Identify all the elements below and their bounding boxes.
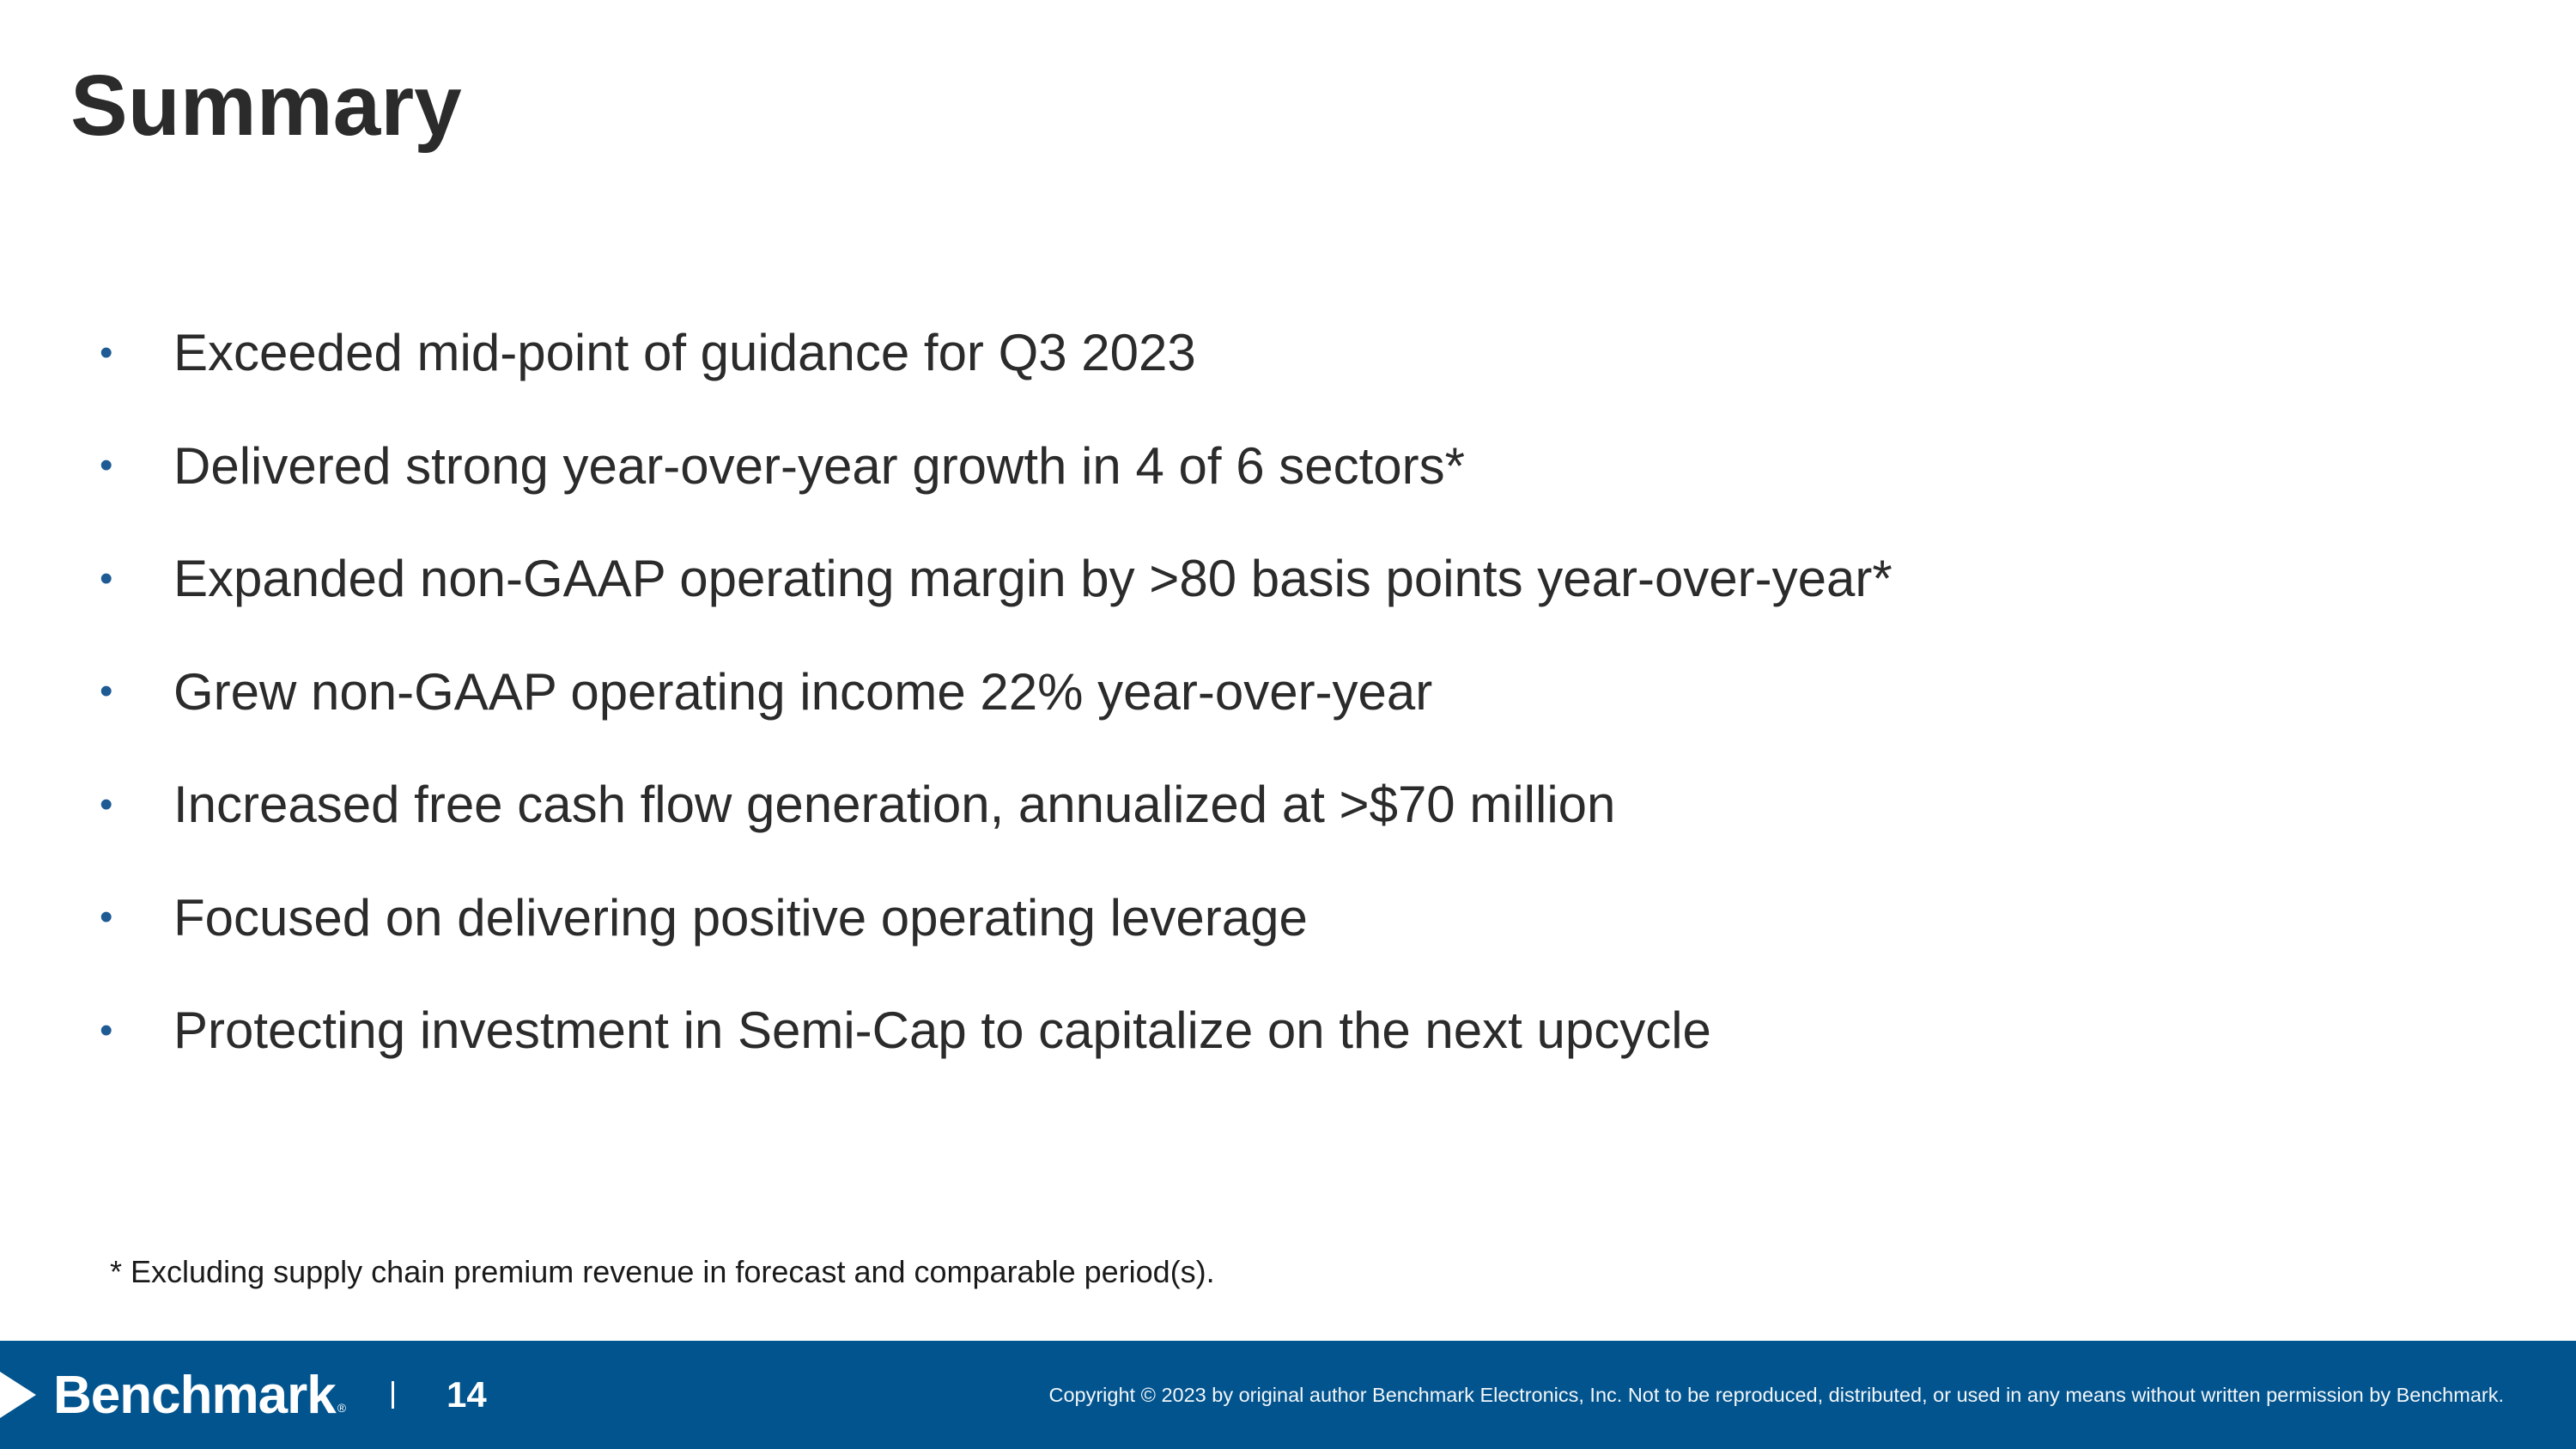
bullet-item xyxy=(94,974,1893,1087)
bullet-item xyxy=(94,748,1893,861)
footer-bar xyxy=(0,1341,2576,1449)
bullet-icon: • xyxy=(100,331,113,374)
bullet-text: Grew non-GAAP operating income 22% year-over-year xyxy=(173,662,1433,721)
summary-bullet-list xyxy=(94,296,1893,1087)
bullet-text: Expanded non-GAAP operating margin by >80 basis points year-over-year* xyxy=(173,550,1893,608)
bullet-text: Delivered strong year-over-year growth in 4 of 6 sectors* xyxy=(173,436,1465,495)
page-number: 14 xyxy=(447,1374,487,1415)
bullet-icon: • xyxy=(100,782,113,825)
bullet-text: Increased free cash flow generation, annualized at >$70 million xyxy=(173,776,1616,834)
footer-separator xyxy=(392,1381,394,1409)
bullet-icon: • xyxy=(100,896,113,939)
bullet-item xyxy=(94,410,1893,523)
bullet-item xyxy=(94,296,1893,410)
registered-mark: ® xyxy=(337,1401,347,1415)
footnote: * Excluding supply chain premium revenue in forecast and comparable period(s). xyxy=(110,1254,1215,1289)
bullet-item xyxy=(94,522,1893,636)
bullet-text: Exceeded mid-point of guidance for Q3 2023 xyxy=(173,324,1196,382)
benchmark-logo xyxy=(0,1341,346,1449)
bullet-item xyxy=(94,861,1893,975)
bullet-text: Protecting investment in Semi-Cap to capitalize on the next upcycle xyxy=(173,1002,1711,1060)
bullet-icon: • xyxy=(100,557,113,600)
slide-title: Summary xyxy=(70,58,462,154)
bullet-text: Focused on delivering positive operating leverage xyxy=(173,888,1308,947)
bullet-icon: • xyxy=(100,1008,113,1051)
bullet-icon: • xyxy=(100,444,113,487)
copyright-notice: Copyright © 2023 by original author Benchmark Electronics, Inc. Not to be reproduced, distributed, or used in any means without written permission by Benchmark. xyxy=(1048,1384,2504,1406)
bullet-icon: • xyxy=(100,670,113,713)
logo-wordmark: Benchmark xyxy=(53,1365,336,1425)
logo-arrow-icon xyxy=(0,1372,36,1418)
bullet-item xyxy=(94,636,1893,749)
